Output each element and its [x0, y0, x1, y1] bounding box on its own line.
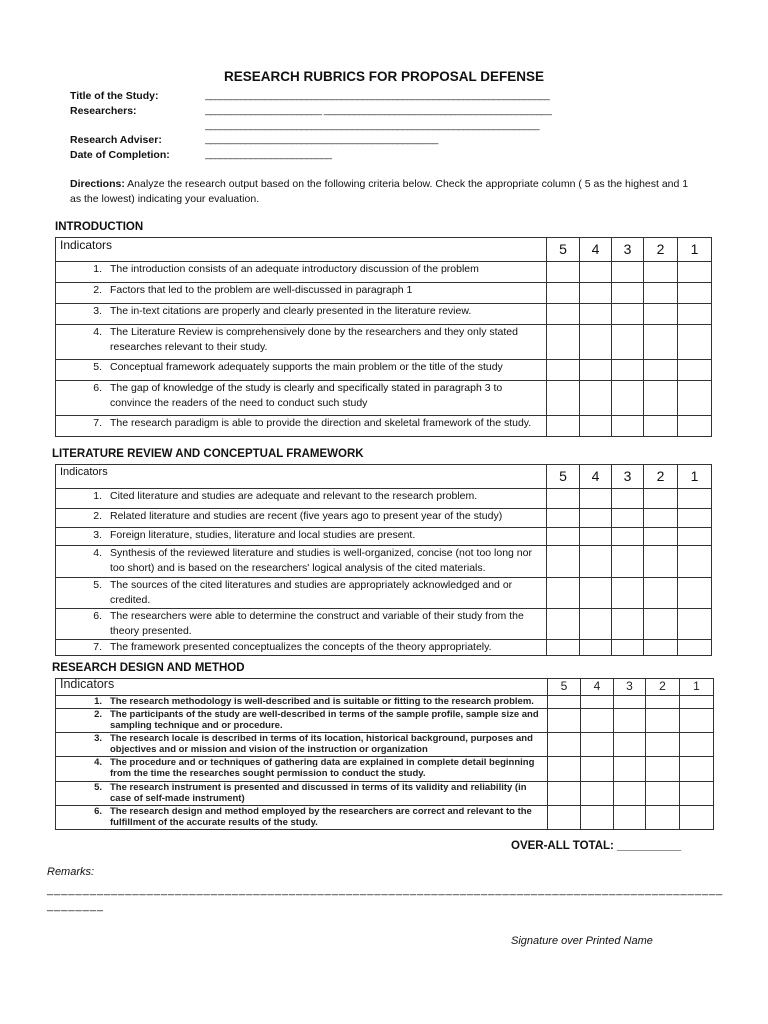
score-cell-3[interactable] [612, 304, 644, 325]
table-row [56, 304, 712, 325]
table-row [56, 489, 712, 509]
table-row [56, 325, 712, 360]
item-number: 5. [94, 781, 102, 793]
score-cell-4[interactable] [580, 509, 612, 528]
score-cell-5[interactable] [547, 609, 580, 640]
score-cell-1[interactable] [680, 781, 714, 805]
score-cell-5[interactable] [547, 381, 580, 416]
score-cell-1[interactable] [678, 509, 712, 528]
score-header-3: 3 [612, 465, 644, 489]
score-header-4: 4 [580, 238, 612, 262]
indicators-header: Indicators [56, 238, 547, 262]
score-cell-5[interactable] [548, 805, 581, 829]
score-cell-4[interactable] [581, 756, 614, 781]
score-header-4: 4 [581, 679, 614, 696]
score-cell-5[interactable] [547, 489, 580, 509]
score-cell-2[interactable] [646, 805, 680, 829]
score-cell-1[interactable] [678, 416, 712, 437]
literature-review-table [55, 464, 712, 656]
score-cell-5[interactable] [548, 756, 581, 781]
table-row [56, 360, 712, 381]
date-of-completion-label: Date of Completion: [70, 149, 170, 161]
title-of-study-label: Title of the Study: [70, 90, 159, 102]
score-cell-2[interactable] [644, 381, 678, 416]
title-of-study-line[interactable]: ____________________________________________________________________ [205, 90, 550, 101]
score-cell-5[interactable] [547, 283, 580, 304]
score-cell-1[interactable] [678, 609, 712, 640]
score-cell-4[interactable] [580, 283, 612, 304]
score-cell-4[interactable] [581, 696, 614, 709]
score-cell-2[interactable] [646, 696, 680, 709]
score-cell-4[interactable] [581, 732, 614, 756]
score-cell-1[interactable] [680, 732, 714, 756]
item-number: 3. [93, 529, 102, 541]
table-row [56, 609, 712, 640]
score-cell-2[interactable] [646, 732, 680, 756]
score-cell-1[interactable] [678, 381, 712, 416]
score-cell-1[interactable] [678, 360, 712, 381]
table-row [56, 283, 712, 304]
score-cell-1[interactable] [680, 805, 714, 829]
score-cell-2[interactable] [644, 360, 678, 381]
score-cell-1[interactable] [678, 640, 712, 656]
score-cell-2[interactable] [644, 304, 678, 325]
researchers-line-2[interactable]: __________________________________________________________________ [205, 120, 540, 131]
table-row [56, 756, 714, 781]
indicators-header: Indicators [56, 465, 547, 489]
item-text: The procedure and or techniques of gathering data are explained in complete detail beginning from the time the researches sought permission to conduct the study. [110, 756, 535, 779]
score-cell-1[interactable] [678, 578, 712, 609]
item-text: The research methodology is well-described and is suitable or fitting to the research problem. [110, 696, 534, 707]
research-design-table [55, 678, 714, 830]
item-number: 6. [93, 610, 102, 622]
score-cell-5[interactable] [547, 262, 580, 283]
item-number: 5. [93, 579, 102, 591]
score-header-3: 3 [614, 679, 646, 696]
signature-label: Signature over Printed Name [511, 935, 653, 947]
table-row [56, 696, 714, 709]
page-title: RESEARCH RUBRICS FOR PROPOSAL DEFENSE [223, 69, 545, 84]
directions-label: Directions: [70, 178, 125, 190]
score-header-2: 2 [646, 679, 680, 696]
item-text: Related literature and studies are recent (five years ago to present year of the study) [110, 510, 503, 522]
researchers-line-1[interactable]: _______________________ _____________________________________________ [205, 105, 552, 116]
score-cell-1[interactable] [678, 546, 712, 578]
score-cell-4[interactable] [580, 304, 612, 325]
item-number: 3. [94, 732, 102, 744]
score-cell-2[interactable] [644, 528, 678, 546]
score-cell-2[interactable] [644, 546, 678, 578]
score-header-5: 5 [548, 679, 581, 696]
score-cell-3[interactable] [614, 696, 646, 709]
score-cell-1[interactable] [680, 708, 714, 732]
score-cell-5[interactable] [547, 528, 580, 546]
score-cell-3[interactable] [612, 360, 644, 381]
researchers-label: Researchers: [70, 105, 137, 117]
score-cell-2[interactable] [644, 509, 678, 528]
score-cell-4[interactable] [580, 489, 612, 509]
score-cell-3[interactable] [614, 756, 646, 781]
item-number: 7. [93, 417, 102, 429]
table-row [56, 781, 714, 805]
score-cell-3[interactable] [612, 325, 644, 360]
score-header-4: 4 [580, 465, 612, 489]
item-number: 6. [93, 382, 102, 394]
item-number: 2. [94, 708, 102, 720]
item-text: The introduction consists of an adequate introductory discussion of the problem [110, 263, 479, 275]
table-row [56, 732, 714, 756]
score-cell-3[interactable] [614, 805, 646, 829]
table-row [56, 509, 712, 528]
score-cell-2[interactable] [644, 325, 678, 360]
score-cell-3[interactable] [612, 262, 644, 283]
section-title-introduction: INTRODUCTION [55, 221, 144, 233]
introduction-table [55, 237, 712, 437]
score-cell-4[interactable] [580, 609, 612, 640]
score-cell-5[interactable] [548, 732, 581, 756]
score-cell-4[interactable] [580, 262, 612, 283]
table-row [56, 416, 712, 437]
score-cell-4[interactable] [580, 640, 612, 656]
item-number: 1. [93, 263, 102, 275]
score-cell-1[interactable] [678, 489, 712, 509]
score-cell-1[interactable] [678, 528, 712, 546]
score-cell-3[interactable] [612, 416, 644, 437]
score-cell-1[interactable] [680, 696, 714, 709]
score-cell-4[interactable] [581, 805, 614, 829]
score-cell-5[interactable] [548, 708, 581, 732]
directions [70, 177, 690, 206]
score-header-5: 5 [547, 465, 580, 489]
remarks-line[interactable]: _______________________________________________________________________________________________________ [47, 884, 724, 912]
score-cell-3[interactable] [612, 283, 644, 304]
item-text: The in-text citations are properly and clearly presented in the literature review. [110, 305, 472, 317]
item-text: The sources of the cited literatures and studies are appropriately acknowledged and or credited. [110, 579, 513, 606]
score-cell-5[interactable] [547, 325, 580, 360]
score-cell-3[interactable] [612, 578, 644, 609]
score-cell-5[interactable] [547, 546, 580, 578]
score-cell-3[interactable] [614, 781, 646, 805]
item-text: The gap of knowledge of the study is clearly and specifically stated in paragraph 3 to convince the readers of the need to conduct such study [110, 382, 503, 409]
indicators-header: Indicators [56, 679, 548, 696]
table-row [56, 262, 712, 283]
research-adviser-line[interactable]: ______________________________________________ [205, 134, 438, 145]
score-cell-5[interactable] [548, 781, 581, 805]
item-text: Factors that led to the problem are well-discussed in paragraph 1 [110, 284, 413, 296]
item-number: 3. [93, 305, 102, 317]
score-cell-5[interactable] [548, 696, 581, 709]
item-text: Synthesis of the reviewed literature and studies is well-organized, concise (not too long nor too short) and is based on the researchers' logical analysis of the cited materials. [110, 547, 532, 574]
table-row [56, 805, 714, 829]
score-cell-3[interactable] [612, 489, 644, 509]
item-number: 2. [93, 284, 102, 296]
score-cell-2[interactable] [646, 781, 680, 805]
item-number: 1. [94, 696, 102, 707]
score-cell-3[interactable] [612, 640, 644, 656]
score-cell-1[interactable] [678, 304, 712, 325]
score-header-1: 1 [678, 238, 712, 262]
score-cell-5[interactable] [547, 640, 580, 656]
score-cell-3[interactable] [614, 708, 646, 732]
directions-text: Analyze the research output based on the following criteria below. Check the appropriate column ( 5 as the highest and 1 as the lowest) indicating your evaluation. [70, 178, 689, 205]
score-header-2: 2 [644, 238, 678, 262]
score-cell-3[interactable] [612, 609, 644, 640]
score-cell-1[interactable] [678, 325, 712, 360]
item-number: 2. [93, 510, 102, 522]
score-cell-3[interactable] [614, 732, 646, 756]
score-cell-2[interactable] [644, 640, 678, 656]
date-of-completion-line[interactable]: _________________________ [205, 149, 332, 160]
item-text: The research design and method employed by the researchers are correct and relevant to the fulfillment of the accurate results of the study. [110, 805, 532, 828]
score-cell-3[interactable] [612, 528, 644, 546]
table-row [56, 528, 712, 546]
item-text: The researchers were able to determine the construct and variable of their study from the theory presented. [110, 610, 524, 637]
item-text: Conceptual framework adequately supports the main problem or the title of the study [110, 361, 503, 373]
score-cell-5[interactable] [547, 416, 580, 437]
item-number: 7. [93, 641, 102, 653]
item-text: The research locale is described in terms of its location, historical background, purposes and objectives and or mission and vision of the instruction or organization [110, 732, 533, 755]
score-cell-2[interactable] [644, 578, 678, 609]
item-number: 1. [93, 490, 102, 502]
item-number: 5. [93, 361, 102, 373]
table-row [56, 381, 712, 416]
table-header-row [56, 238, 712, 262]
score-header-1: 1 [678, 465, 712, 489]
score-header-5: 5 [547, 238, 580, 262]
score-header-3: 3 [612, 238, 644, 262]
score-header-1: 1 [680, 679, 714, 696]
table-row [56, 546, 712, 578]
score-cell-2[interactable] [646, 756, 680, 781]
score-cell-1[interactable] [680, 756, 714, 781]
item-text: The participants of the study are well-described in terms of the sample profile, sample size and sampling technique and or procedure. [110, 708, 539, 731]
item-number: 4. [94, 756, 102, 768]
research-adviser-label: Research Adviser: [70, 134, 162, 146]
item-text: Foreign literature, studies, literature and local studies are present. [110, 529, 416, 541]
score-cell-5[interactable] [547, 578, 580, 609]
score-cell-5[interactable] [547, 360, 580, 381]
score-cell-2[interactable] [646, 708, 680, 732]
item-number: 4. [93, 326, 102, 338]
score-cell-4[interactable] [580, 360, 612, 381]
score-cell-1[interactable] [678, 262, 712, 283]
item-text: The Literature Review is comprehensively done by the researchers and they only stated researches relevant to their study. [110, 326, 518, 353]
score-cell-4[interactable] [581, 781, 614, 805]
score-cell-4[interactable] [581, 708, 614, 732]
score-cell-4[interactable] [580, 578, 612, 609]
score-cell-2[interactable] [644, 283, 678, 304]
score-cell-1[interactable] [678, 283, 712, 304]
table-row [56, 708, 714, 732]
score-cell-3[interactable] [612, 546, 644, 578]
item-text: The research paradigm is able to provide the direction and skeletal framework of the study. [110, 417, 532, 429]
table-row [56, 578, 712, 609]
item-number: 6. [94, 805, 102, 817]
score-cell-2[interactable] [644, 262, 678, 283]
item-text: The research instrument is presented and discussed in terms of its validity and reliability (in case of self-made instrument) [110, 781, 527, 804]
score-cell-4[interactable] [580, 381, 612, 416]
score-cell-5[interactable] [547, 304, 580, 325]
remarks-label: Remarks: [47, 866, 95, 878]
table-header-row [56, 465, 712, 489]
item-number: 4. [93, 547, 102, 559]
overall-total[interactable]: OVER-ALL TOTAL: __________ [511, 840, 682, 852]
score-cell-2[interactable] [644, 416, 678, 437]
score-cell-4[interactable] [580, 546, 612, 578]
score-cell-4[interactable] [580, 528, 612, 546]
table-header-row [56, 679, 714, 696]
score-cell-2[interactable] [644, 609, 678, 640]
score-cell-3[interactable] [612, 509, 644, 528]
score-header-2: 2 [644, 465, 678, 489]
section-title-research-design: RESEARCH DESIGN AND METHOD [52, 662, 245, 674]
score-cell-4[interactable] [580, 325, 612, 360]
table-row [56, 640, 712, 656]
score-cell-3[interactable] [612, 381, 644, 416]
score-cell-2[interactable] [644, 489, 678, 509]
score-cell-5[interactable] [547, 509, 580, 528]
score-cell-4[interactable] [580, 416, 612, 437]
item-text: Cited literature and studies are adequate and relevant to the research problem. [110, 490, 478, 502]
item-text: The framework presented conceptualizes the concepts of the theory appropriately. [110, 641, 492, 653]
section-title-literature-review: LITERATURE REVIEW AND CONCEPTUAL FRAMEWORK [52, 448, 364, 460]
